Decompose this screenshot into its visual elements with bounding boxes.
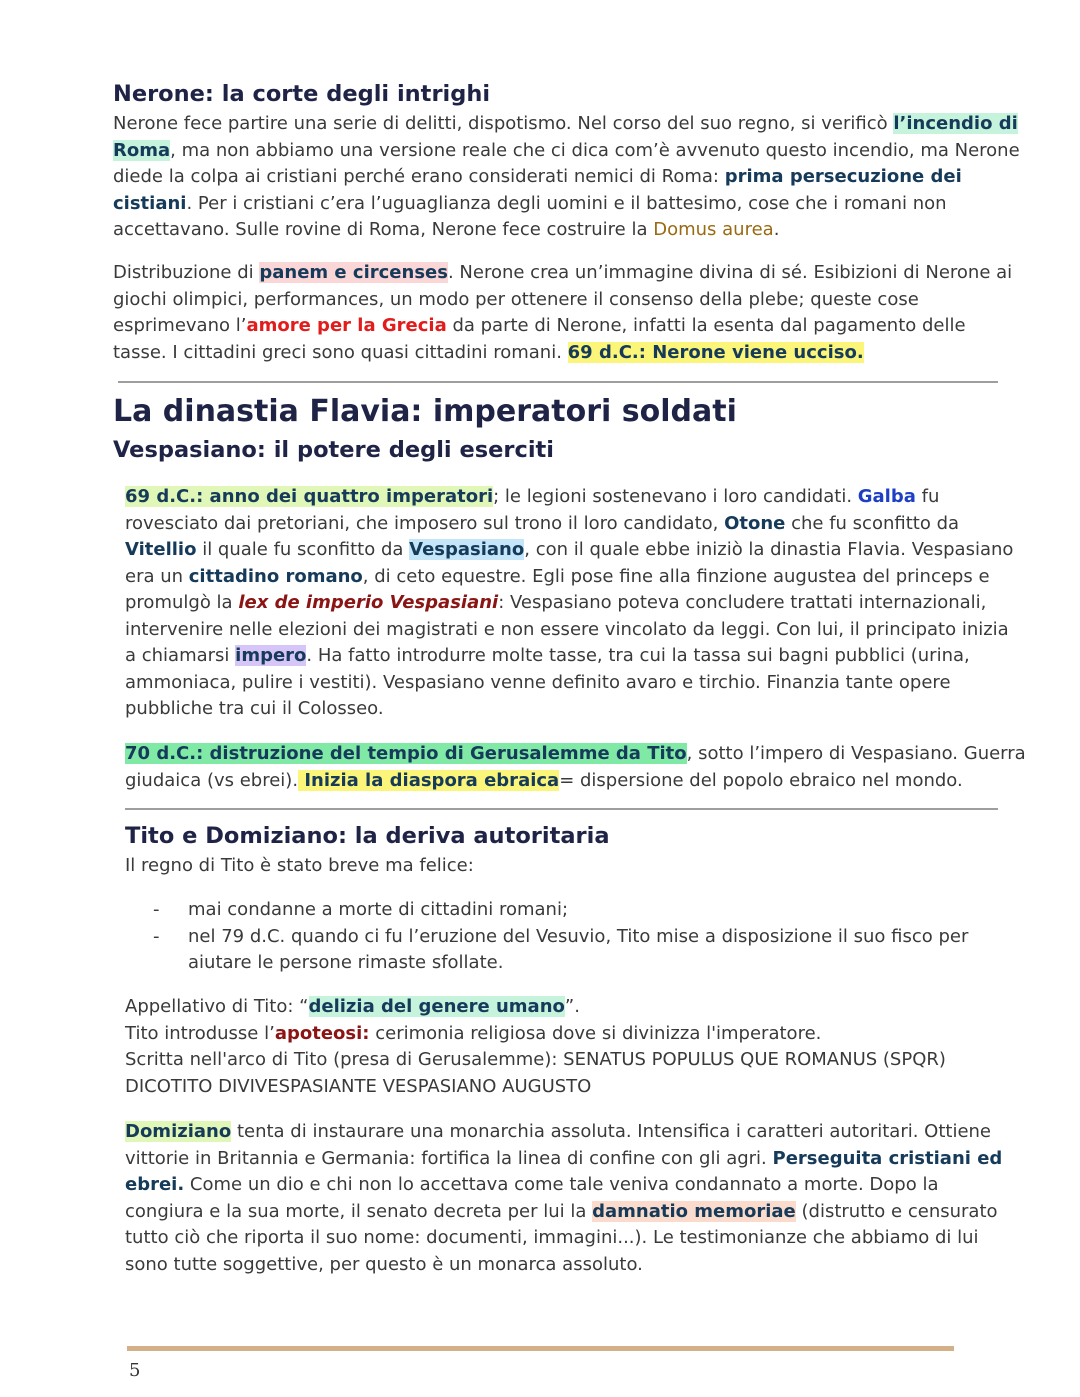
highlight-impero: impero xyxy=(235,645,307,666)
bold-ebrei: ebrei. xyxy=(125,1174,185,1195)
text-line: giudaica (vs ebrei). Inizia la diaspora ebraica= dispersione del popolo ebraico nel mondo. xyxy=(125,769,963,791)
section-divider xyxy=(118,381,998,383)
text-line: congiura e la sua morte, il senato decreta per lui la damnatio memoriae (distrutto e censurato xyxy=(125,1200,998,1222)
text-line: Tito introdusse l’apoteosi: cerimonia religiosa dove si divinizza l'imperatore. xyxy=(125,1022,822,1044)
highlight-incendio: l’incendio di xyxy=(893,113,1018,134)
text-line: esprimevano l’amore per la Grecia da parte di Nerone, infatti la esenta dal pagamento delle xyxy=(113,315,966,336)
highlight-diaspora: Inizia la diaspora ebraica xyxy=(298,769,560,791)
text-line: 70 d.C.: distruzione del tempio di Gerusalemme da Tito, sotto l’impero di Vespasiano. Guerra xyxy=(125,743,1026,764)
bold-persecuzione: prima persecuzione dei xyxy=(724,166,962,187)
text-line: Scritta nell'arco di Tito (presa di Gerusalemme): SENATUS POPULUS QUE ROMANUS (SPQR) xyxy=(125,1049,946,1070)
text-line: intervenire nelle elezioni dei magistrati e non essere vincolato da leggi. Con lui, il principato inizia xyxy=(125,618,1009,640)
highlight-quattro-imperatori: 69 d.C.: anno dei quattro imperatori xyxy=(125,486,494,507)
text-line: cistiani. Per i cristiani c’era l’uguaglianza degli uomini e il battesimo, cose che i romani non xyxy=(113,192,947,214)
text-line: a chiamarsi impero. Ha fatto introdurre molte tasse, tra cui la tassa sui bagni pubblici (urina, xyxy=(125,645,970,666)
highlight-damnatio: damnatio memoriae xyxy=(592,1200,796,1222)
bold-lex-de-imperio: lex de imperio Vespasiani xyxy=(238,592,499,613)
text-line: Domiziano tenta di instaurare una monarchia assoluta. Intensifica i caratteri autoritari. Ottiene xyxy=(125,1121,992,1142)
text-line: accettavano. Sulle rovine di Roma, Nerone fece costruire la Domus aurea. xyxy=(113,219,780,240)
tito-intro: Il regno di Tito è stato breve ma felice: xyxy=(125,855,474,876)
text-line: sono tutte soggettive, per questo è un monarca assoluto. xyxy=(125,1253,643,1275)
section-title-nerone: Nerone: la corte degli intrighi xyxy=(113,81,491,107)
bold-cistiani: cistiani xyxy=(113,192,187,214)
text-line: era un cittadino romano, di ceto equestre. Egli pose fine alla finzione augustea del princeps e xyxy=(125,565,990,587)
highlight-tempio-gerusalemme: 70 d.C.: distruzione del tempio di Gerusalemme da Tito xyxy=(125,743,687,764)
highlight-roma: Roma xyxy=(113,139,171,161)
bold-cittadino-romano: cittadino romano xyxy=(188,565,363,587)
domus-aurea-text: Domus aurea xyxy=(653,219,774,240)
text-line: ebrei. Come un dio e chi non lo accettava come tale veniva condannato a morte. Dopo la xyxy=(125,1174,939,1195)
section-title-flavia: La dinastia Flavia: imperatori soldati xyxy=(113,394,737,429)
subsection-title-tito: Tito e Domiziano: la deriva autoritaria xyxy=(125,823,610,849)
list-item: - mai condanne a morte di cittadini romani; xyxy=(125,897,968,924)
text-line: 69 d.C.: anno dei quattro imperatori; le legioni sostenevano i loro candidati. Galba fu xyxy=(125,486,940,507)
text-line: Distribuzione di panem e circenses. Nerone crea un’immagine divina di sé. Esibizioni di Nerone ai xyxy=(113,262,1013,283)
bold-apoteosi: apoteosi: xyxy=(274,1022,370,1044)
text-line: ammoniaca, pulire i vestiti). Vespasiano venne definito avaro e tirchio. Finanzia tante opere xyxy=(125,671,951,693)
text-line: Roma, ma non abbiamo una versione reale che ci dica com’è avvenuto questo incendio, ma Nerone xyxy=(113,139,1020,161)
bold-amore-grecia: amore per la Grecia xyxy=(246,315,447,336)
text-line: tutto ciò che riporta il suo nome: documenti, immagini...). Le testimonianze che abbiamo di lui xyxy=(125,1227,979,1248)
paragraph-nerone-1 xyxy=(113,111,1020,244)
text-line: DICOTITO DIVIVESPASIANTE VESPASIANO AUGUSTO xyxy=(125,1075,592,1097)
text-line: vittorie in Britannia e Germania: fortifica la linea di confine con gli agri. Perseguita cristiani ed xyxy=(125,1147,1003,1169)
highlight-domiziano: Domiziano xyxy=(125,1121,232,1142)
highlight-delizia: delizia del genere umano xyxy=(308,996,565,1017)
paragraph-vespasiano-1 xyxy=(125,484,1013,723)
paragraph-vespasiano-2 xyxy=(125,741,1026,794)
text-line: pubbliche tra cui il Colosseo. xyxy=(125,698,384,719)
text-line: Nerone fece partire una serie di delitti, dispotismo. Nel corso del suo regno, si verificò l’incendio di xyxy=(113,113,1018,134)
text-line: diede la colpa ai cristiani perché erano considerati nemici di Roma: prima persecuzione dei xyxy=(113,166,962,187)
bold-galba: Galba xyxy=(857,486,916,507)
text-line: rovesciato dai pretoriani, che imposero sul trono il loro candidato, Otone che fu sconfitto da xyxy=(125,512,960,534)
text-line: giochi olimpici, performances, un modo per ottenere il consenso della plebe; queste cose xyxy=(113,288,919,310)
tito-bullet-list xyxy=(125,897,968,977)
bold-perseguita: Perseguita cristiani ed xyxy=(772,1147,1003,1169)
paragraph-domiziano xyxy=(125,1119,1002,1278)
text-line: Vitellio il quale fu sconfitto da Vespasiano, con il quale ebbe iniziò la dinastia Flavia. Vespasiano xyxy=(125,539,1014,560)
bold-vitellio: Vitellio xyxy=(125,539,197,560)
highlight-nerone-ucciso: 69 d.C.: Nerone viene ucciso. xyxy=(567,341,864,363)
subsection-title-vespasiano: Vespasiano: il potere degli eserciti xyxy=(113,437,555,463)
subsection-divider xyxy=(125,808,998,810)
footer-rule xyxy=(127,1346,954,1351)
list-item-continuation: aiutare le persone rimaste sfollate. xyxy=(188,952,504,973)
highlight-panem: panem e circenses xyxy=(259,262,448,283)
paragraph-tito xyxy=(125,994,946,1100)
paragraph-nerone-2 xyxy=(113,260,1012,366)
text-line: promulgò la lex de imperio Vespasiani: Vespasiano poteva concludere trattati internazionali, xyxy=(125,592,987,613)
list-item: - nel 79 d.C. quando ci fu l’eruzione del Vesuvio, Tito mise a disposizione il suo fisco per xyxy=(125,924,968,951)
highlight-vespasiano: Vespasiano xyxy=(409,539,525,560)
bold-otone: Otone xyxy=(724,512,786,534)
page-number: 5 xyxy=(129,1360,141,1381)
text-line: tasse. I cittadini greci sono quasi cittadini romani. 69 d.C.: Nerone viene ucciso. xyxy=(113,341,864,363)
text-line: Appellativo di Tito: “delizia del genere umano”. xyxy=(125,996,580,1017)
